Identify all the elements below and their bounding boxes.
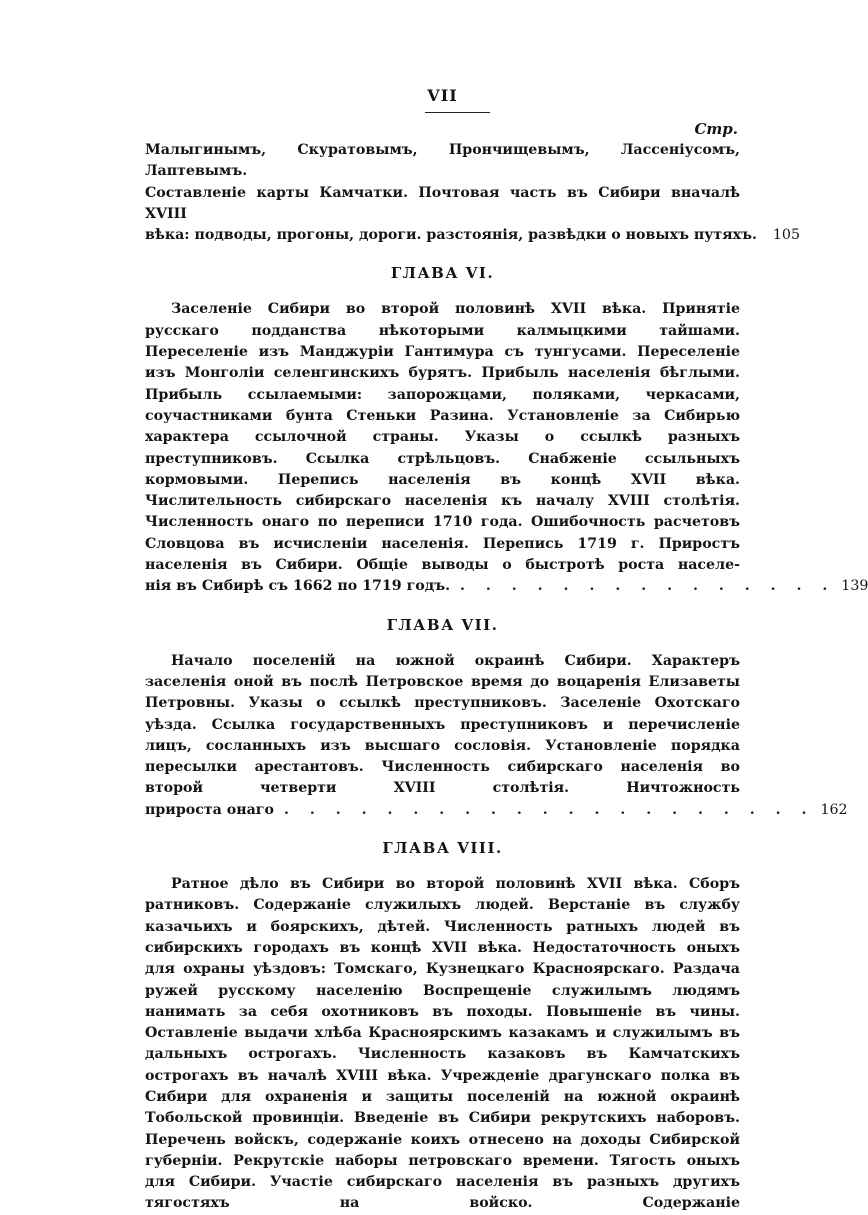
intro-last-text: вѣка: подводы, прогоны, дороги. разстоянія, развѣдки о новыхъ путяхъ. bbox=[145, 227, 757, 244]
chapter-6-page-ref: 139 bbox=[841, 578, 868, 595]
intro-entry bbox=[145, 140, 800, 246]
page-header bbox=[145, 86, 740, 120]
chapter-8-text: Ратное дѣло въ Сибири во второй половинѣ XVII вѣка. Сборъ ратниковъ. Содержаніе служилыхъ людей. Верстаніе въ службу казачьихъ и боярскихъ, дѣтей. Численность ратныхъ людей въ сибирскихъ городахъ въ концѣ XVII вѣка. Недостаточность оныхъ для охраны уѣздовъ: Томскаго, Кузнецкаго Красноярскаго. Раздача ружей русскому населенію Воспрещеніе служилымъ людямъ нанимать за себя охотниковъ въ походы. Повышеніе въ чины. Оставленіе выдачи хлѣба Красноярскимъ казакамъ и служилымъ въ дальныхъ острогахъ. Численность казаковъ въ Камчатскихъ острогахъ въ началѣ XVIII вѣка. Учрежденіе драгунскаго полка въ Сибири для охраненія и защиты поселеній на южной окраинѣ Тобольской провинціи. Введеніе въ Сибири рекрутскихъ наборовъ. Перечень войскъ, содержаніе коихъ отнесено на доходы Сибирской губерніи. Рекрутскіе наборы петровскаго времени. Тягость оныхъ для Сибири. Участіе сибирскаго населенія въ разныхъ другихъ тягостяхъ на войско. Содержаніе bbox=[145, 876, 740, 1212]
chapter-6-text: Заселеніе Сибири во второй половинѣ XVII вѣка. Принятіе русскаго подданства нѣкоторыми калмыцкими тайшами. Переселеніе изъ Манджуріи Гантимура съ тунгусами. Переселеніе изъ Монголіи селенгинскихъ бурятъ. Прибыль населенія бѣглыми. Прибыль ссылаемыми: запорожцами, поляками, черкасами, соучастниками бунта Стеньки Разина. Установленіе за Сибирью характера ссылочной страны. Указы о ссылкѣ разныхъ преступниковъ. Ссылка стрѣльцовъ. Снабженіе ссыльныхъ кормовыми. Перепись населенія въ концѣ XVII вѣка. Числительность сибирскаго населенія къ началу XVIII столѣтія. Численность онаго по переписи 1710 года. Ошибочность расчетовъ Словцова въ исчисленіи населенія. Перепись 1719 г. Прироcтъ населенія въ Сибири. Общіе выводы о быстротѣ роста населе- bbox=[145, 301, 740, 574]
chapter-7-leader: . . . . . . . . . . . . . . . . . . . . . bbox=[283, 801, 815, 818]
page-number: VII bbox=[427, 86, 458, 105]
chapter-7-last-line bbox=[145, 800, 848, 821]
header-rule bbox=[425, 112, 490, 113]
chapter-8-entry bbox=[145, 874, 740, 1215]
chapter-7-page-ref: 162 bbox=[820, 801, 848, 818]
chapter-6-last-text: нія въ Сибирѣ съ 1662 по 1719 годъ. bbox=[145, 578, 451, 595]
intro-last-line bbox=[145, 225, 800, 246]
chapter-title-8: ГЛАВА VIII. bbox=[382, 839, 503, 858]
chapter-7-entry bbox=[145, 651, 848, 821]
chapter-title-6: ГЛАВА VI. bbox=[390, 264, 495, 283]
intro-line-2: Составленіе карты Камчатки. Почтовая часть въ Сибири вначалѣ XVIII bbox=[145, 184, 740, 222]
chapter-title-7: ГЛАВА VII. bbox=[386, 615, 499, 634]
intro-line-1: Малыгинымъ, Скуратовымъ, Прончищевымъ, Лассеніусомъ, Лаптевымъ. bbox=[145, 142, 740, 180]
page-column-label: Стр. bbox=[694, 120, 738, 138]
chapter-6-last-line bbox=[145, 576, 868, 597]
chapter-6-leader: . . . . . . . . . . . . . . . bbox=[460, 578, 836, 595]
chapter-7-text: Начало поселеній на южной окраинѣ Сибири. Характеръ заселенія оной въ послѣ Петровское время до воцаренія Елизаветы Петровны. Указы о ссылкѣ преступниковъ. Заселеніе Охотскаго уѣзда. Ссылка государственныхъ преступниковъ и перечисленіе лицъ, сосланныхъ изъ высшаго сословія. Установленіе порядка пересылки арестантовъ. Численность сибирскаго населенія во второй четверти XVIII столѣтія. Ничтожность bbox=[145, 652, 740, 797]
chapter-6-entry bbox=[145, 299, 868, 597]
intro-page-ref: 105 bbox=[772, 227, 800, 244]
document-page bbox=[145, 86, 868, 1215]
chapter-7-last-text: прироста онаго bbox=[145, 801, 274, 818]
